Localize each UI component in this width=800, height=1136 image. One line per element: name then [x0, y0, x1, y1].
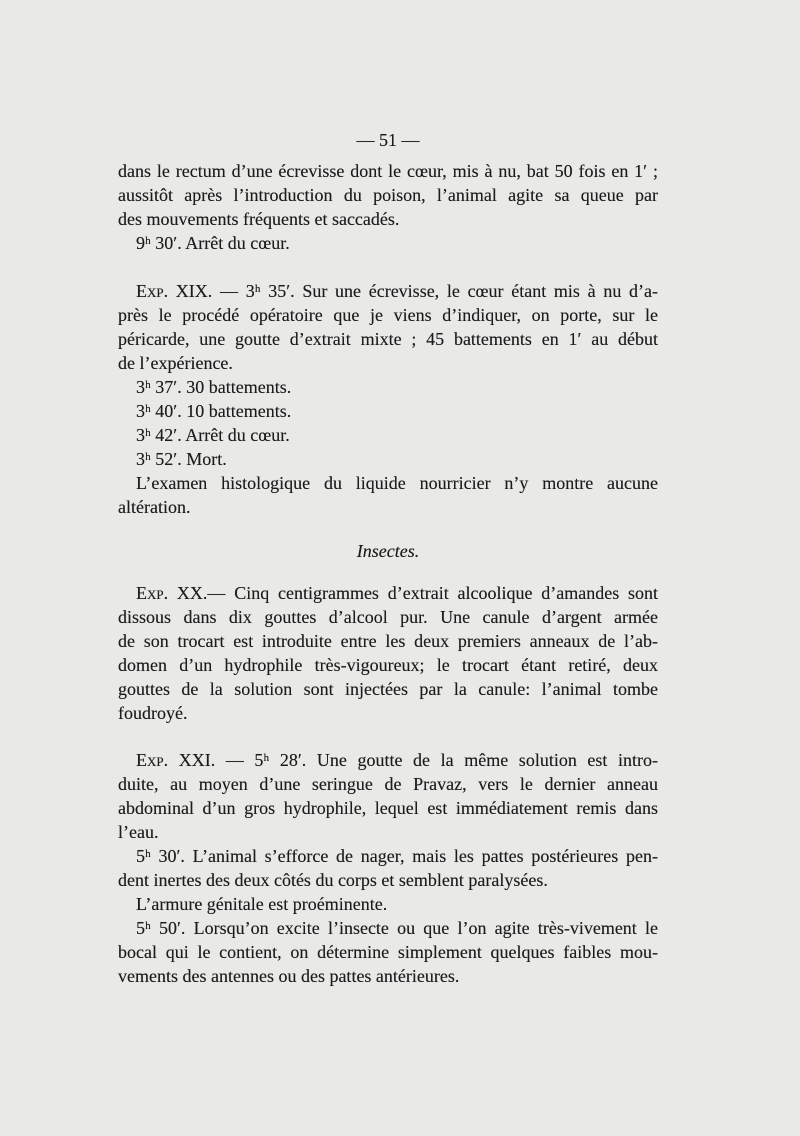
text-line: près le procédé opératoire que je viens d’indiquer, on porte, sur le	[118, 305, 658, 325]
timestamp-entry: 5ʰ 30′. L’animal s’efforce de nager, mais les pattes postérieures pen-	[136, 846, 658, 866]
text-line-content: — Cinq centigrammes d’extrait alcoolique d’amandes sont	[207, 583, 658, 603]
paragraph-exp-19	[118, 279, 658, 519]
text-line: L’examen histologique du liquide nourricier n’y montre aucune	[136, 473, 658, 493]
text-line: gouttes de la solution sont injectées par la canule: l’animal tombe	[118, 679, 658, 699]
text-line: domen d’un hydrophile très-vigoureux; le trocart étant retiré, deux	[118, 655, 658, 675]
text-line: dissous dans dix gouttes d’alcool pur. Une canule d’argent armée	[118, 607, 658, 627]
text-line	[118, 581, 658, 605]
timestamp-entry: 3ʰ 52′. Mort.	[136, 449, 227, 469]
text-line	[118, 279, 658, 303]
text-line: L’armure génitale est proéminente.	[136, 894, 388, 914]
timestamp-entry: 5ʰ 50′. Lorsqu’on excite l’insecte ou que l’on agite très-vivement le	[136, 918, 658, 938]
paragraph-exp-21	[118, 748, 658, 988]
text-line: péricarde, une goutte d’extrait mixte ; 45 battements en 1′ au début	[118, 329, 658, 349]
text-line	[118, 748, 658, 772]
text-line: des mouvements fréquents et saccadés.	[118, 209, 400, 229]
text-line: de l’expérience.	[118, 353, 233, 373]
text-line: dent inertes des deux côtés du corps et semblent paralysées.	[118, 870, 548, 890]
experiment-label: Exp. XXI.	[136, 750, 216, 770]
text-line: bocal qui le contient, on détermine simplement quelques faibles mou-	[118, 942, 658, 962]
text-block	[118, 128, 658, 988]
text-line: abdominal d’un gros hydrophile, lequel est immédiatement remis dans	[118, 798, 658, 818]
text-line-content: — 3ʰ 35′. Sur une écrevisse, le cœur étant mis à nu d’a-	[220, 281, 659, 301]
text-line: duite, au moyen d’une seringue de Pravaz, vers le dernier anneau	[118, 774, 658, 794]
text-line: l’eau.	[118, 822, 159, 842]
page-number: — 51 —	[356, 130, 420, 150]
experiment-label: Exp. XIX.	[136, 281, 213, 301]
paragraph-intro	[118, 159, 658, 255]
text-line-content: — 5ʰ 28′. Une goutte de la même solution est intro-	[225, 750, 659, 770]
text-line: de son trocart est introduite entre les deux premiers anneaux de l’ab-	[118, 631, 658, 651]
text-line: foudroyé.	[118, 703, 188, 723]
timestamp-entry: 9ʰ 30′. Arrêt du cœur.	[136, 233, 290, 253]
text-line: vements des antennes ou des pattes antérieures.	[118, 966, 460, 986]
text-line: dans le rectum d’une écrevisse dont le cœur, mis à nu, bat 50 fois en 1′ ;	[118, 161, 658, 181]
experiment-label: Exp. XX.	[136, 583, 208, 603]
text-line: aussitôt après l’introduction du poison, l’animal agite sa queue par	[118, 185, 658, 205]
section-heading: Insectes.	[356, 541, 420, 561]
timestamp-entry: 3ʰ 40′. 10 battements.	[136, 401, 292, 421]
paragraph-exp-20	[118, 581, 658, 725]
text-line: altération.	[118, 497, 191, 517]
timestamp-entry: 3ʰ 42′. Arrêt du cœur.	[136, 425, 290, 445]
timestamp-entry: 3ʰ 37′. 30 battements.	[136, 377, 292, 397]
